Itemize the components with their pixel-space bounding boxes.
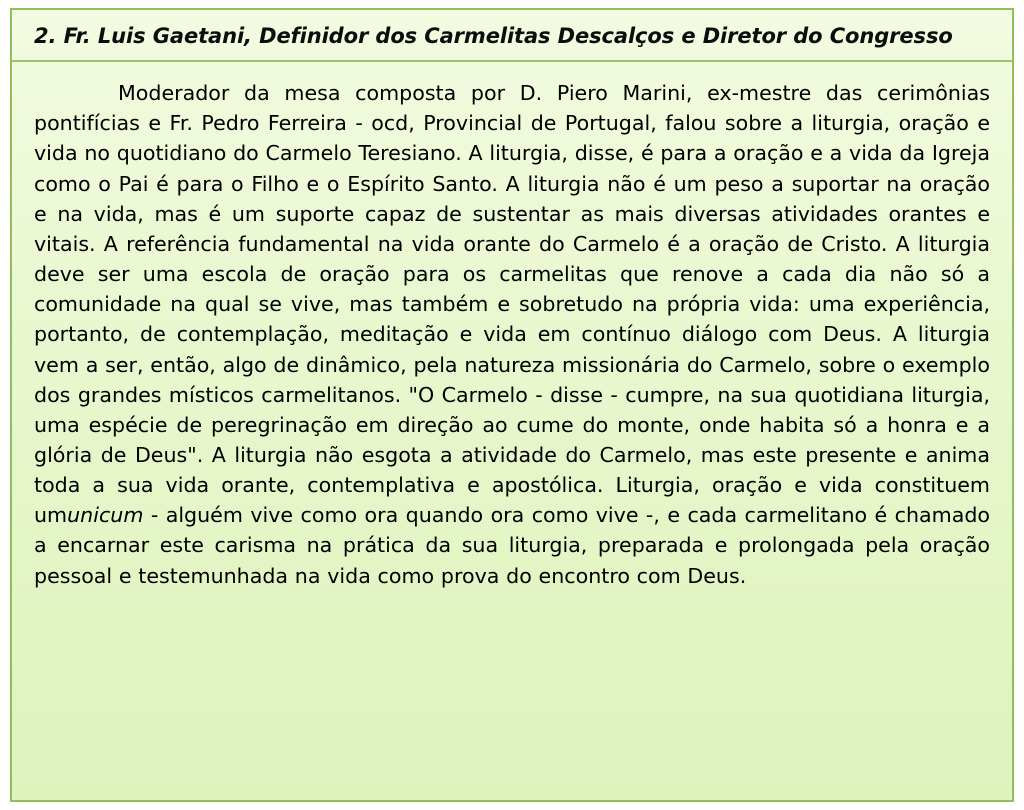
paragraph-italic-term: unicum <box>67 503 144 528</box>
document-body <box>12 62 1012 800</box>
document-content-box <box>10 8 1014 802</box>
paragraph-text-part-1: Moderador da mesa composta por D. Piero Marini, ex-mestre das cerimônias pontifícias e Fr. Pedro Ferreira - ocd, Provincial de Portugal, falou sobre a liturgia, oração e vida no quotidiano do Carmelo Teresiano. A liturgia, disse, é para a oração e a vida da Igreja como o Pai é para o Filho e o Espírito Santo. A liturgia não é um peso a suportar na oração e na vida, mas é um suporte capaz de sustentar as mais diversas atividades orantes e vitais. A referência fundamental na vida orante do Carmelo é a oração de Cristo. A liturgia deve ser uma escola de oração para os carmelitas que renove a cada dia não só a comunidade na qual se vive, mas também e sobretudo na própria vida: uma experiência, portanto, de contemplação, meditação e vida em contínuo diálogo com Deus. A liturgia vem a ser, então, algo de dinâmico, pela natureza missionária do Carmelo, sobre o exemplo dos grandes místicos carmelitanos. "O Carmelo - disse - cumpre, na sua quotidiana liturgia, uma espécie de peregrinação em direção ao cume do monte, onde habita só a honra e a glória de Deus". A liturgia não esgota a atividade do Carmelo, mas este presente e anima toda a sua vida orante, contemplativa e apostólica. Liturgia, oração e vida constituem um <box>34 81 990 528</box>
document-title-row <box>12 10 1012 58</box>
page-title: 2. Fr. Luis Gaetani, Definidor dos Carmelitas Descalços e Diretor do Congresso <box>34 24 953 48</box>
body-paragraph <box>34 78 990 591</box>
paragraph-text-part-2: - alguém vive como ora quando ora como vive -, e cada carmelitano é chamado a encarnar este carisma na prática da sua liturgia, preparada e prolongada pela oração pessoal e testemunhada na vida como prova do encontro com Deus. <box>34 503 990 588</box>
